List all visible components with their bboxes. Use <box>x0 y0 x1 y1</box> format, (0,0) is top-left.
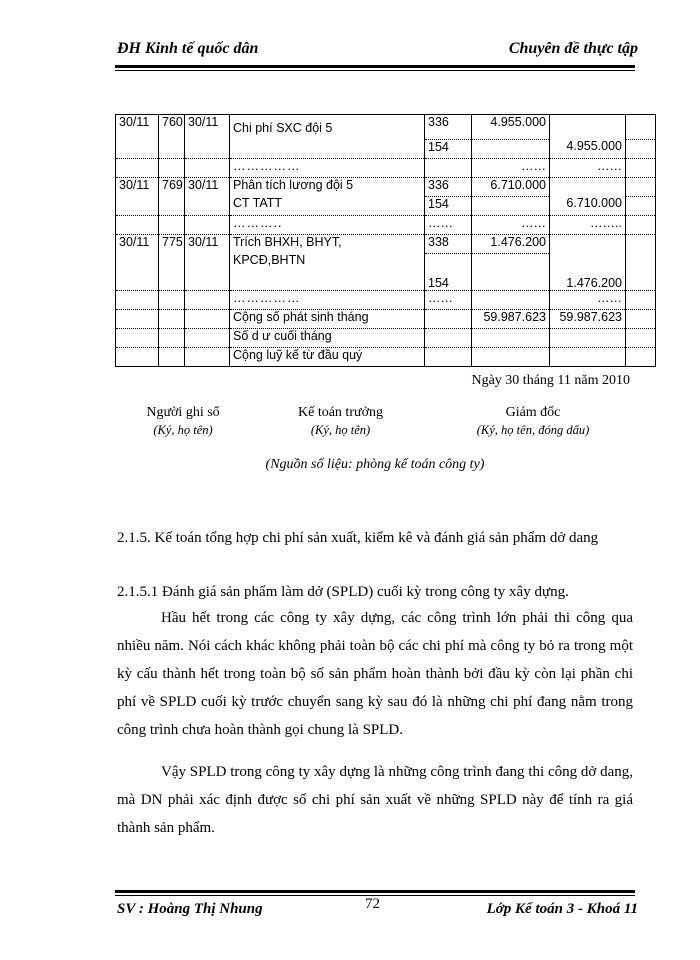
cell-credit: …… <box>550 158 626 177</box>
cell-date <box>116 215 159 234</box>
cell-credit <box>550 177 626 196</box>
cell-account: 154 <box>425 272 472 291</box>
header-rule-thin <box>115 70 635 71</box>
cell-extra <box>626 177 656 196</box>
cell-description: Cộng luỹ kế từ đầu quý <box>230 347 425 366</box>
table-row <box>116 215 656 234</box>
table-row <box>116 309 656 328</box>
cell-debit <box>472 347 550 366</box>
footer-student: SV : Hoàng Thị Nhung <box>117 901 263 917</box>
table-row <box>116 196 656 215</box>
footer-class: Lớp Kế toán 3 - Khoá 11 <box>486 901 638 917</box>
cell-account <box>425 158 472 177</box>
cell-extra <box>626 328 656 347</box>
cell-voucher-no <box>159 309 185 328</box>
cell-date <box>116 347 159 366</box>
cell-voucher-date <box>185 309 230 328</box>
cell-description: Cộng số phát sinh tháng <box>230 309 425 328</box>
cell-extra <box>626 139 656 158</box>
cell-date: 30/11 <box>116 115 159 140</box>
table-row <box>116 253 656 272</box>
cell-voucher-date <box>185 290 230 309</box>
paragraph: Hầu hết trong các công ty xây dựng, các công trình lớn phải thi công qua nhiều năm. Nói cách khác không phải toàn bộ các chi phí mà công ty bỏ ra trong một kỳ cấu thành hết trong toàn bộ số sản phẩm hoàn thành bởi đầu kỳ còn lại phần chi phí về SPLD cuối kỳ trước chuyển sang kỳ sau đó là những chi phí đang nằm trong công trình chưa hoàn thành gọi chung là SPLD. <box>117 610 633 738</box>
cell-account: 154 <box>425 139 472 158</box>
cell-account <box>425 347 472 366</box>
cell-credit: 59.987.623 <box>550 309 626 328</box>
table-row <box>116 234 656 253</box>
cell-voucher-no: 775 <box>159 234 185 253</box>
cell-extra <box>626 253 656 272</box>
cell-date <box>116 309 159 328</box>
signature-note: (Ký, họ tên, đóng dấu) <box>476 423 590 437</box>
cell-description: Số d ư cuối tháng <box>230 328 425 347</box>
cell-debit <box>472 253 550 272</box>
cell-credit <box>550 234 626 253</box>
date-line: Ngày 30 tháng 11 năm 2010 <box>471 373 630 388</box>
cell-date <box>116 290 159 309</box>
cell-credit <box>550 115 626 140</box>
cell-voucher-date: 30/11 <box>185 177 230 196</box>
cell-debit: …… <box>472 158 550 177</box>
cell-date <box>116 139 159 158</box>
cell-description <box>230 272 425 291</box>
cell-voucher-date <box>185 158 230 177</box>
cell-debit: 1.476.200 <box>472 234 550 253</box>
header-rule-thick <box>115 65 635 68</box>
cell-debit: 59.987.623 <box>472 309 550 328</box>
cell-description: …………… <box>230 290 425 309</box>
ledger-table <box>115 114 656 367</box>
cell-date: 30/11 <box>116 177 159 196</box>
table-row <box>116 177 656 196</box>
table-row <box>116 290 656 309</box>
signature-role: Người ghi sổ <box>146 405 220 420</box>
cell-voucher-date <box>185 272 230 291</box>
cell-date <box>116 196 159 215</box>
cell-date: 30/11 <box>116 234 159 253</box>
signature-director <box>458 405 608 438</box>
cell-credit <box>550 347 626 366</box>
cell-extra <box>626 290 656 309</box>
signature-note: (Ký, họ tên) <box>310 423 371 437</box>
header-doc-type: Chuyên đề thực tập <box>508 40 638 57</box>
cell-debit <box>472 290 550 309</box>
cell-description: CT TATT <box>230 196 425 215</box>
cell-debit <box>472 139 550 158</box>
cell-credit: …… <box>550 290 626 309</box>
cell-voucher-no <box>159 328 185 347</box>
cell-voucher-no <box>159 158 185 177</box>
cell-description: Trích BHXH, BHYT, <box>230 234 425 253</box>
cell-debit: 4.955.000 <box>472 115 550 140</box>
cell-extra <box>626 309 656 328</box>
cell-credit: 4.955.000 <box>550 139 626 158</box>
cell-extra <box>626 115 656 140</box>
cell-voucher-no <box>159 272 185 291</box>
table-row <box>116 272 656 291</box>
subsection-heading: 2.1.5.1 Đánh giá sản phẩm làm dở (SPLD) cuối kỳ trong công ty xây dựng. <box>117 584 569 600</box>
cell-voucher-date <box>185 347 230 366</box>
cell-account <box>425 328 472 347</box>
table-row <box>116 328 656 347</box>
cell-extra <box>626 272 656 291</box>
section-heading: 2.1.5. Kế toán tổng hợp chi phí sản xuất, kiểm kê và đánh giá sản phẩm dở dang <box>117 530 599 546</box>
cell-description: …………… <box>230 158 425 177</box>
cell-date <box>116 272 159 291</box>
cell-description <box>230 139 425 158</box>
cell-voucher-date <box>185 196 230 215</box>
cell-extra <box>626 215 656 234</box>
cell-voucher-no <box>159 215 185 234</box>
signature-role: Kế toán trưởng <box>298 405 383 420</box>
cell-debit: 6.710.000 <box>472 177 550 196</box>
cell-account: …… <box>425 290 472 309</box>
cell-voucher-no: 760 <box>159 115 185 140</box>
cell-voucher-date <box>185 139 230 158</box>
cell-account: 338 <box>425 234 472 253</box>
cell-date <box>116 253 159 272</box>
table-row <box>116 139 656 158</box>
signature-recorder <box>128 405 238 438</box>
cell-credit: 1.476.200 <box>550 272 626 291</box>
cell-account <box>425 309 472 328</box>
cell-voucher-date <box>185 215 230 234</box>
header-school: ĐH Kinh tế quốc dân <box>117 40 259 57</box>
cell-voucher-no <box>159 139 185 158</box>
cell-debit: …… <box>472 215 550 234</box>
cell-extra <box>626 196 656 215</box>
cell-date <box>116 328 159 347</box>
cell-voucher-no <box>159 290 185 309</box>
cell-voucher-no <box>159 253 185 272</box>
cell-voucher-no <box>159 347 185 366</box>
cell-debit <box>472 272 550 291</box>
cell-voucher-no: 769 <box>159 177 185 196</box>
cell-voucher-date <box>185 328 230 347</box>
cell-account: 336 <box>425 177 472 196</box>
table-row <box>116 115 656 140</box>
cell-credit: 6.710.000 <box>550 196 626 215</box>
signature-chief-accountant <box>278 405 403 438</box>
cell-credit: …….. <box>550 215 626 234</box>
paragraph: Vậy SPLD trong công ty xây dựng là những công trình đang thi công dở dang, mà DN phải xác định được số chi phí sản xuất về những SPLD này để tính ra giá thành sản phẩm. <box>117 764 633 836</box>
signature-note: (Ký, họ tên) <box>153 423 213 437</box>
cell-voucher-date <box>185 253 230 272</box>
cell-account: …… <box>425 215 472 234</box>
cell-voucher-date: 30/11 <box>185 115 230 140</box>
cell-description: ……….. <box>230 215 425 234</box>
cell-debit <box>472 328 550 347</box>
cell-description: Chi phí SXC đội 5 <box>230 115 425 140</box>
cell-extra <box>626 158 656 177</box>
cell-credit <box>550 328 626 347</box>
cell-account: 154 <box>425 196 472 215</box>
cell-voucher-date: 30/11 <box>185 234 230 253</box>
cell-account <box>425 253 472 272</box>
table-row <box>116 158 656 177</box>
cell-debit <box>472 196 550 215</box>
cell-voucher-no <box>159 196 185 215</box>
cell-description: KPCĐ,BHTN <box>230 253 425 272</box>
cell-description: Phân tích lương đội 5 <box>230 177 425 196</box>
footer-rule-thick <box>115 890 635 893</box>
cell-credit <box>550 253 626 272</box>
cell-extra <box>626 234 656 253</box>
page-number: 72 <box>365 896 380 912</box>
cell-extra <box>626 347 656 366</box>
cell-date <box>116 158 159 177</box>
table-row <box>116 347 656 366</box>
data-source-note: (Nguồn số liệu: phòng kế toán công ty) <box>265 457 485 472</box>
signature-role: Giám đốc <box>505 405 561 420</box>
cell-account: 336 <box>425 115 472 140</box>
